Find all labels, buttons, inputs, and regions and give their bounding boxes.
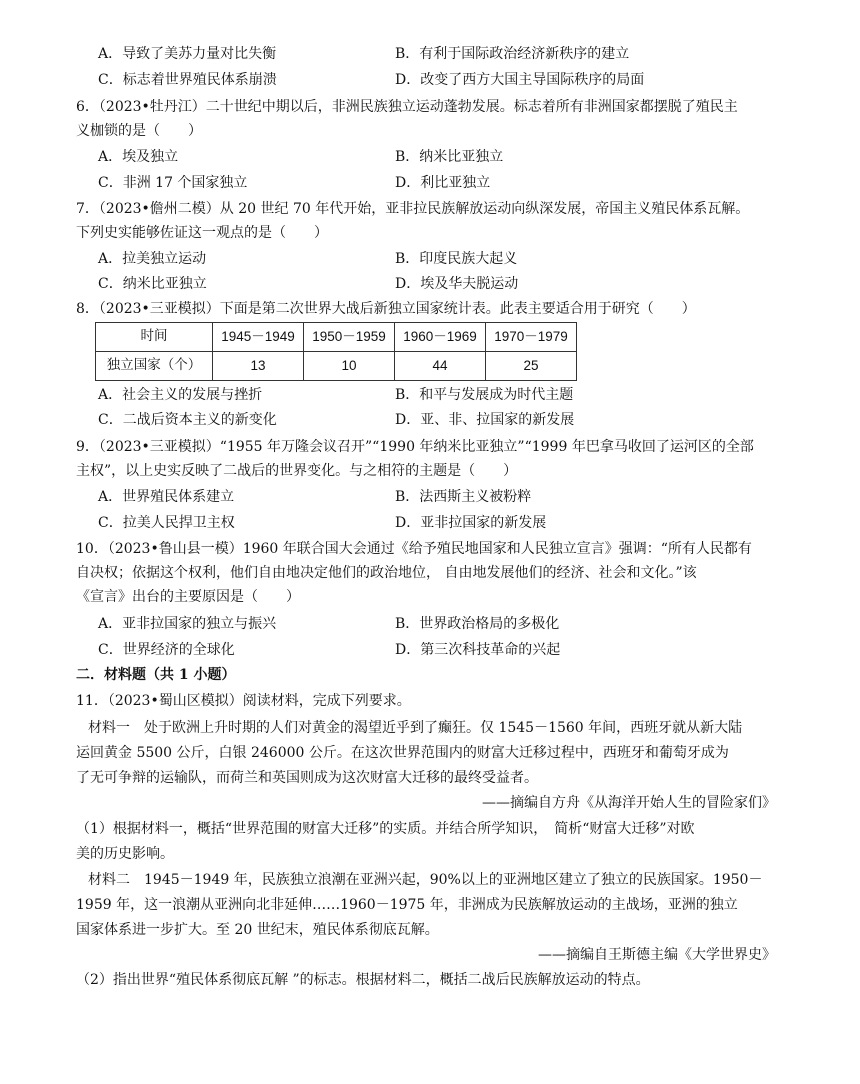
sub-question-1-line-2: 美的历史影响。	[76, 846, 174, 862]
q6-option-a[interactable]: A．埃及独立	[98, 149, 179, 165]
material-2-source: ——摘编自王斯德主编《大学世界史》	[538, 947, 776, 963]
q8-option-d[interactable]: D．亚、非、拉国家的新发展	[395, 412, 575, 428]
q7-stem-line-1: 7．（2023•儋州二模）从 20 世纪 70 年代开始，亚非拉民族解放运动向纵深发展，帝国主义殖民体系瓦解。	[76, 201, 750, 217]
section-heading: 二．材料题（共 1 小题）	[76, 667, 236, 683]
q5-option-b[interactable]: B．有利于国际政治经济新秩序的建立	[395, 46, 630, 62]
material-1-source: ——摘编自方舟《从海洋开始人生的冒险家们》	[482, 795, 776, 811]
q10-option-c[interactable]: C．世界经济的全球化	[98, 642, 235, 658]
table-row-label: 独立国家（个）	[96, 352, 213, 381]
material-2-line-1: 材料二 1945－1949 年，民族独立浪潮在亚洲兴起，90%以上的亚洲地区建立了独立的民族国家。1950－	[88, 872, 763, 888]
material-1-line-2: 运回黄金 5500 公斤，白银 246000 公斤。在这次世界范围内的财富大迁移过程中，西班牙和葡萄牙成为	[76, 745, 729, 761]
table-header-cell: 1960－1969	[395, 323, 486, 352]
independence-stats-table	[95, 322, 577, 381]
q9-option-d[interactable]: D．亚非拉国家的新发展	[395, 515, 547, 531]
q6-stem-line-1: 6．（2023•牡丹江）二十世纪中期以后，非洲民族独立运动蓬勃发展。标志着所有非洲国家都摆脱了殖民主	[76, 99, 738, 115]
q8-option-c[interactable]: C．二战后资本主义的新变化	[98, 412, 277, 428]
q8-option-b[interactable]: B．和平与发展成为时代主题	[395, 387, 574, 403]
q5-option-d[interactable]: D．改变了西方大国主导国际秩序的局面	[395, 72, 645, 88]
table-cell: 25	[486, 352, 577, 381]
table-row	[96, 352, 577, 381]
q10-stem-line-3: 《宣言》出台的主要原因是（ ）	[76, 589, 300, 605]
q7-option-d[interactable]: D．埃及华夫脱运动	[395, 276, 519, 292]
q9-stem-line-2: 主权”，以上史实反映了二战后的世界变化。与之相符的主题是（ ）	[76, 463, 518, 479]
q6-option-b[interactable]: B．纳米比亚独立	[395, 149, 504, 165]
table-header-cell: 1945－1949	[213, 323, 304, 352]
table-cell: 13	[213, 352, 304, 381]
material-1-line-1: 材料一 处于欧洲上升时期的人们对黄金的渴望近乎到了癫狂。仅 1545－1560 年间，西班牙就从新大陆	[88, 720, 743, 736]
q11-stem: 11．（2023•蜀山区模拟）阅读材料，完成下列要求。	[76, 693, 411, 709]
table-header-cell: 1950－1959	[304, 323, 395, 352]
q10-stem-line-1: 10．（2023•鲁山县一模）1960 年联合国大会通过《给予殖民地国家和人民独立宣言》强调：“所有人民都有	[76, 541, 752, 557]
material-2-line-2: 1959 年，这一浪潮从亚洲向北非延伸……1960－1975 年，非洲成为民族解放运动的主战场，亚洲的独立	[76, 897, 738, 913]
q10-option-a[interactable]: A．亚非拉国家的独立与振兴	[98, 616, 277, 632]
q7-option-a[interactable]: A．拉美独立运动	[98, 251, 207, 267]
q9-option-b[interactable]: B．法西斯主义被粉粹	[395, 489, 532, 505]
q10-stem-line-2: 自决权；依据这个权利，他们自由地决定他们的政治地位， 自由地发展他们的经济、社会和文化。”该	[76, 565, 697, 581]
q7-option-c[interactable]: C．纳米比亚独立	[98, 276, 207, 292]
q6-stem-line-2: 义枷锁的是（ ）	[76, 123, 202, 139]
q8-stem: 8．（2023•三亚模拟）下面是第二次世界大战后新独立国家统计表。此表主要适合用于研究（ ）	[76, 301, 696, 317]
q6-option-d[interactable]: D．利比亚独立	[395, 175, 491, 191]
q10-option-d[interactable]: D．第三次科技革命的兴起	[395, 642, 561, 658]
table-cell: 44	[395, 352, 486, 381]
table-header-row	[96, 323, 577, 352]
q10-option-b[interactable]: B．世界政治格局的多极化	[395, 616, 560, 632]
table-cell: 10	[304, 352, 395, 381]
q9-stem-line-1: 9．（2023•三亚模拟）“1955 年万隆会议召开”“1990 年纳米比亚独立”“1999 年巴拿马收回了运河区的全部	[76, 439, 754, 455]
q9-option-c[interactable]: C．拉美人民捍卫主权	[98, 515, 235, 531]
q7-option-b[interactable]: B．印度民族大起义	[395, 251, 518, 267]
sub-question-1-line-1: （1）根据材料一，概括“世界范围的财富大迁移”的实质。并结合所学知识， 简析“财富大迁移”对欧	[76, 821, 695, 837]
q8-option-a[interactable]: A．社会主义的发展与挫折	[98, 387, 263, 403]
table-header-cell: 1970－1979	[486, 323, 577, 352]
q5-option-a[interactable]: A．导致了美苏力量对比失衡	[98, 46, 277, 62]
q9-option-a[interactable]: A．世界殖民体系建立	[98, 489, 235, 505]
sub-question-2: （2）指出世界“殖民体系彻底瓦解 ”的标志。根据材料二，概括二战后民族解放运动的特点。	[76, 972, 650, 988]
q6-option-c[interactable]: C．非洲 17 个国家独立	[98, 175, 248, 191]
q5-option-c[interactable]: C．标志着世界殖民体系崩溃	[98, 72, 277, 88]
table-header-cell: 时间	[96, 323, 213, 352]
material-1-line-3: 了无可争辩的运输队，而荷兰和英国则成为这次财富大迁移的最终受益者。	[76, 770, 538, 786]
material-2-line-3: 国家体系进一步扩大。至 20 世纪末，殖民体系彻底瓦解。	[76, 922, 439, 938]
q7-stem-line-2: 下列史实能够佐证这一观点的是（ ）	[76, 225, 328, 241]
